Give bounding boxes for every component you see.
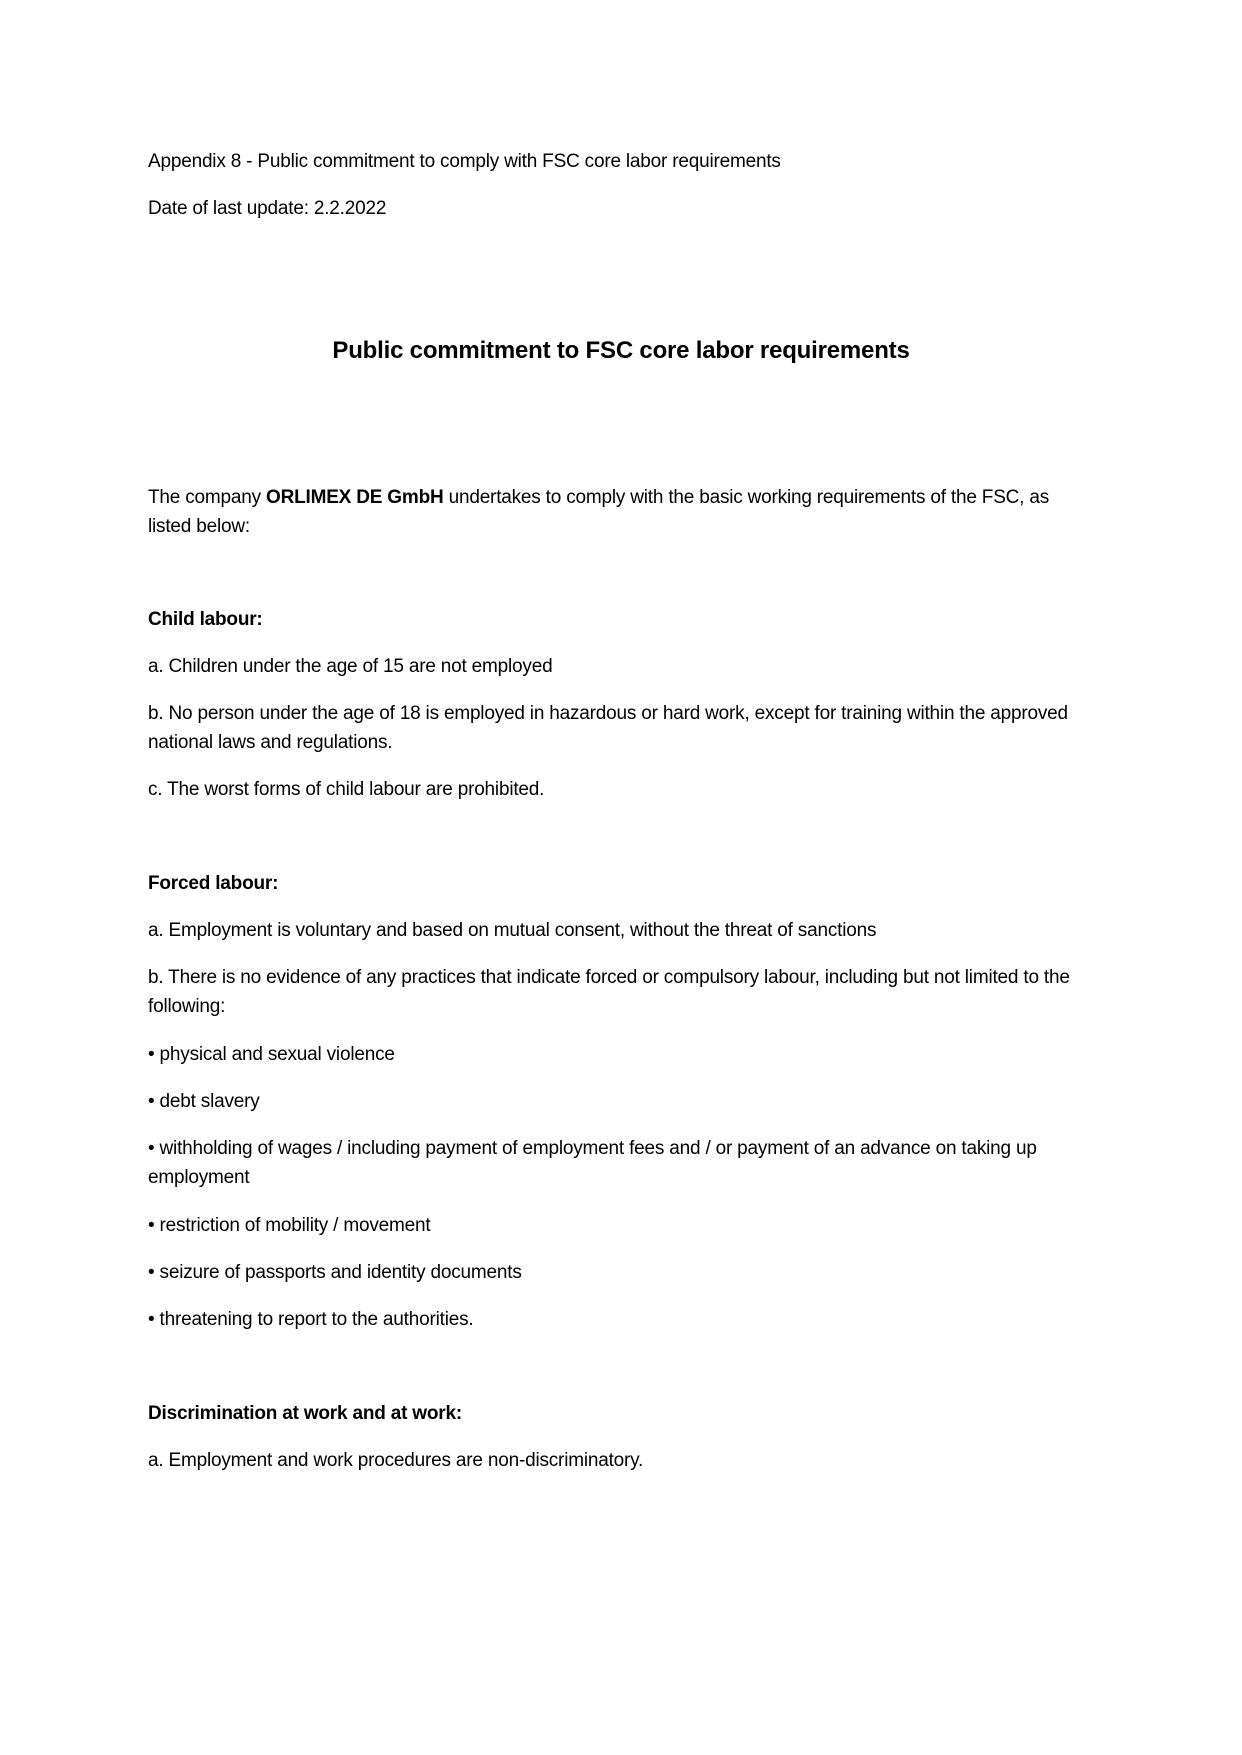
intro-paragraph (148, 483, 1088, 541)
section-heading-forced-labour: Forced labour: (148, 873, 279, 894)
section-heading-discrimination: Discrimination at work and at work: (148, 1403, 462, 1424)
list-item: b. There is no evidence of any practices that indicate forced or compulsory labour, including but not limited to the following: (148, 967, 1070, 1017)
date-line: Date of last update: 2.2.2022 (148, 198, 387, 219)
bullet-item: • threatening to report to the authorities. (148, 1309, 474, 1330)
bullet-item: • physical and sexual violence (148, 1044, 395, 1065)
bullet-item: • debt slavery (148, 1091, 260, 1112)
section-heading-child-labour: Child labour: (148, 609, 263, 630)
list-item: b. No person under the age of 18 is employed in hazardous or hard work, except for training within the approved national laws and regulations. (148, 703, 1068, 753)
intro-prefix: The company (148, 487, 266, 508)
bullet-item: • seizure of passports and identity documents (148, 1262, 522, 1283)
list-item: a. Employment and work procedures are non-discriminatory. (148, 1450, 644, 1471)
bullet-item: • restriction of mobility / movement (148, 1215, 431, 1236)
company-name: ORLIMEX DE GmbH (266, 487, 444, 508)
list-item: a. Employment is voluntary and based on mutual consent, without the threat of sanctions (148, 920, 877, 941)
list-item: a. Children under the age of 15 are not employed (148, 656, 553, 677)
document-title: Public commitment to FSC core labor requirements (332, 337, 910, 364)
list-item: c. The worst forms of child labour are prohibited. (148, 779, 545, 800)
intro-suffix: undertakes to comply with the basic working requirements of the FSC, as listed below: (148, 487, 1050, 537)
bullet-item: • withholding of wages / including payment of employment fees and / or payment of an advance on taking up employment (148, 1138, 1037, 1188)
appendix-line: Appendix 8 - Public commitment to comply with FSC core labor requirements (148, 151, 781, 172)
